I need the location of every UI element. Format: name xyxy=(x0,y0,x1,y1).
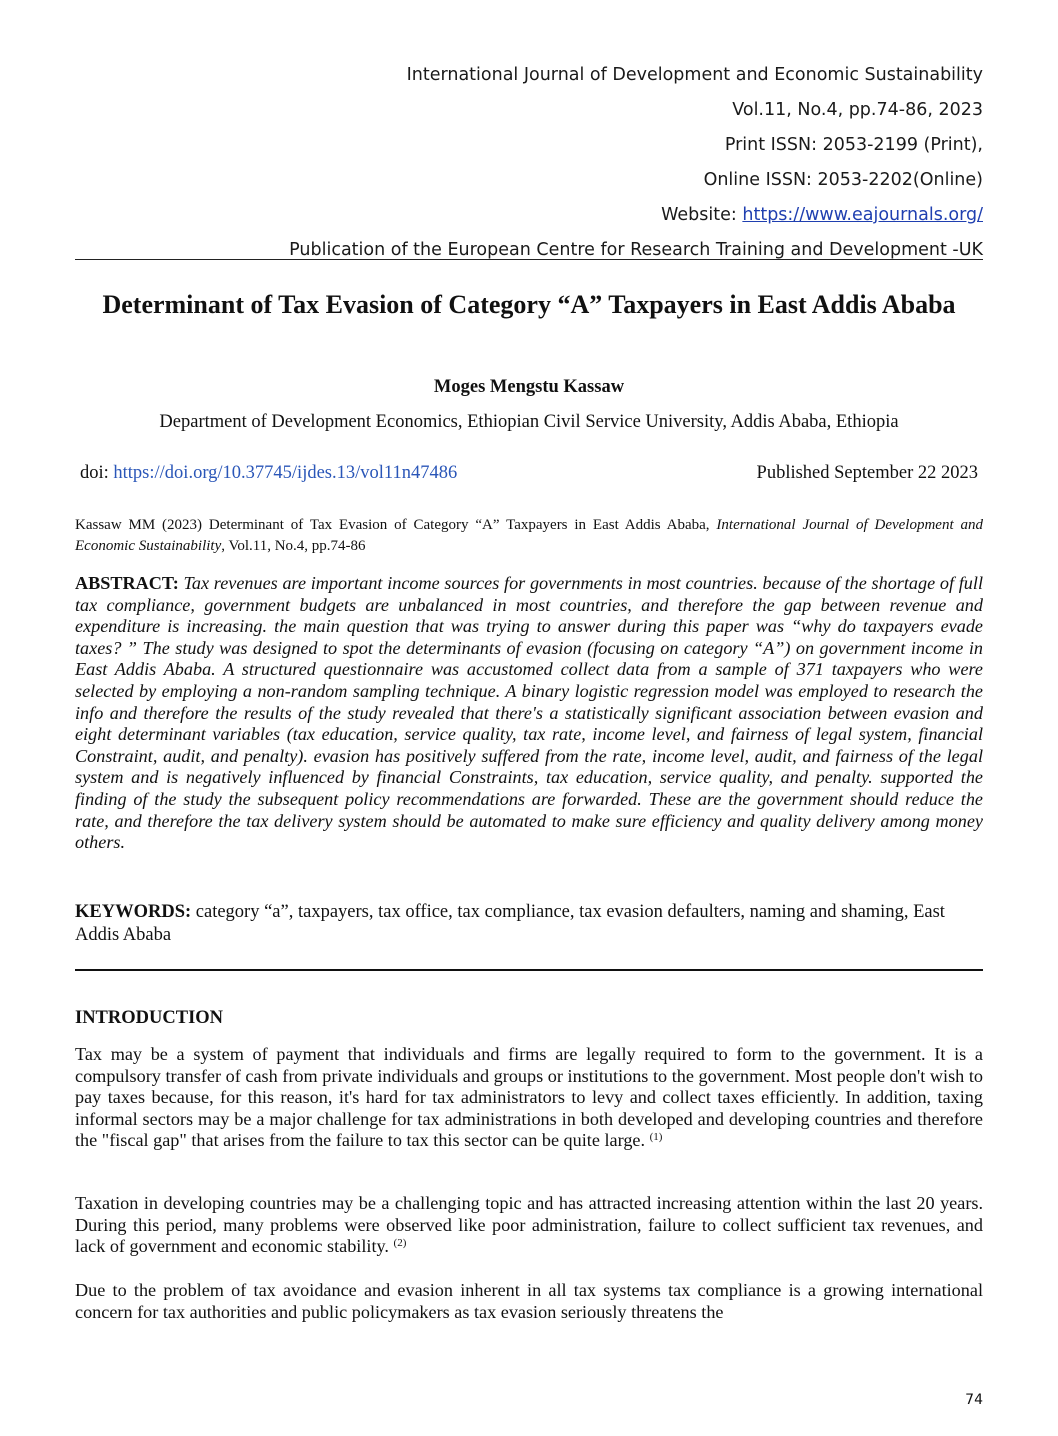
section-heading: INTRODUCTION xyxy=(75,1008,224,1028)
citation-lead: Kassaw MM (2023) Determinant of Tax Evasion of Category “A” Taxpayers in East Addis Ababa, xyxy=(75,517,717,533)
paragraph-text: Tax may be a system of payment that individuals and firms are legally required to form to the government. It is a compulsory transfer of cash from private individuals and groups or institutions to the government. Most people don't wish to pay taxes because, for this reason, it's hard for tax administrators to levy and collect taxes efficiently. In addition, taxing informal sectors may be a major challenge for tax administrations in both developed and developing countries and therefore the "fiscal gap" that arises from the failure to tax this sector can be quite large. xyxy=(75,1044,983,1151)
citation xyxy=(75,515,983,557)
paragraph xyxy=(75,1280,983,1323)
doi xyxy=(80,463,457,484)
abstract-label: ABSTRACT: xyxy=(75,573,179,593)
citation-journal: International Journal of Development and Economic Sustainability xyxy=(75,517,983,554)
paragraph xyxy=(75,1044,983,1152)
published-date: Published September 22 2023 xyxy=(756,463,978,483)
keywords xyxy=(75,901,983,947)
abstract xyxy=(75,573,983,854)
doi-row xyxy=(80,463,978,484)
reference-marker: (1) xyxy=(649,1131,663,1144)
print-issn: Print ISSN: 2053-2199 (Print), xyxy=(724,135,983,155)
keywords-text: category “a”, taxpayers, tax office, tax compliance, tax evasion defaulters, naming and shaming, East Addis Ababa xyxy=(75,902,945,945)
reference-marker: (2) xyxy=(393,1237,407,1250)
abstract-text: Tax revenues are important income sources for governments in most countries. because of the shortage of full tax compliance, government budgets are unbalanced in most countries, and therefore the gap between revenue and expenditure is increasing. the main question that was trying to answer during this paper was “why do taxpayers evade taxes? ” The study was designed to spot the determinants of evasion (focusing on category “A”) on government income in East Addis Ababa. A structured questionnaire was accustomed collect data from a sample of 371 taxpayers who were selected by employing a non-random sampling technique. A binary logistic regression model was employed to research the info and therefore the results of the study revealed that there's a statistically significant association between evasion and eight determinant variables (tax education, service quality, tax rate, income level, and fairness of legal system, financial Constraint, audit, and penalty). evasion has positively suffered from the rate, income level, audit, and fairness of the legal system and is negatively influenced by financial Constraints, tax education, service quality, and penalty. supported the finding of the study the subsequent policy recommendations are forwarded. These are the government should reduce the rate, and therefore the tax delivery system should be automated to make sure efficiency and quality delivery among money others. xyxy=(75,573,983,853)
author-name: Moges Mengstu Kassaw xyxy=(433,377,625,397)
article-title: Determinant of Tax Evasion of Category “A” Taxpayers in East Addis Ababa xyxy=(102,290,956,319)
volume-info: Vol.11, No.4, pp.74-86, 2023 xyxy=(732,100,983,120)
publisher-line: Publication of the European Centre for Research Training and Development -UK xyxy=(289,240,983,260)
paragraph xyxy=(75,1193,983,1258)
website-label: Website: xyxy=(661,205,743,225)
website-line xyxy=(289,200,983,235)
header-divider xyxy=(75,259,983,260)
page-number: 74 xyxy=(965,1392,983,1408)
doi-label: doi: xyxy=(80,463,114,483)
citation-tail: , Vol.11, No.4, pp.74-86 xyxy=(221,538,366,554)
keywords-label: KEYWORDS: xyxy=(75,902,192,922)
paragraph-text: Taxation in developing countries may be a challenging topic and has attracted increasing attention within the last 20 years. During this period, many problems were observed like poor administration, failure to collect sufficient tax revenues, and lack of government and economic stability. xyxy=(75,1193,983,1257)
online-issn: Online ISSN: 2053-2202(Online) xyxy=(703,170,983,190)
author-affiliation: Department of Development Economics, Ethiopian Civil Service University, Addis Ababa, Ethiopia xyxy=(159,412,899,432)
section-divider xyxy=(75,969,983,971)
paragraph-text: Due to the problem of tax avoidance and evasion inherent in all tax systems tax compliance is a growing international concern for tax authorities and public policymakers as tax evasion seriously threatens the xyxy=(75,1280,983,1322)
doi-link[interactable]: https://doi.org/10.37745/ijdes.13/vol11n47486 xyxy=(113,463,458,483)
website-link[interactable]: https://www.eajournals.org/ xyxy=(742,205,983,225)
journal-name: International Journal of Development and Economic Sustainability xyxy=(406,65,983,85)
journal-header xyxy=(289,60,983,270)
